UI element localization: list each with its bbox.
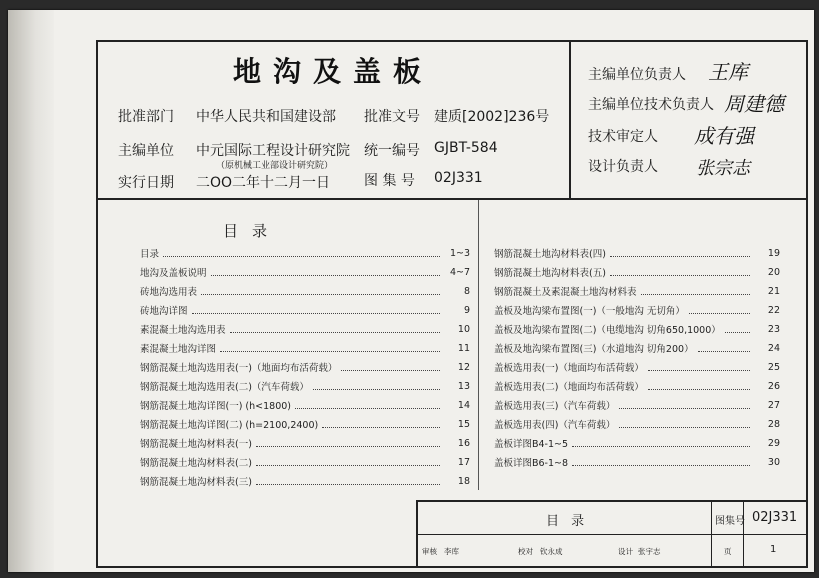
- toc-item-page: 29: [767, 437, 780, 449]
- toc-item-label: 钢筋混凝土及素混凝土地沟材料表: [494, 287, 637, 298]
- toc-leader: [619, 421, 750, 428]
- toc-item[interactable]: [140, 379, 470, 393]
- toc-item-label: 盖板详图B4-1~5: [494, 439, 569, 450]
- toc-leader: [220, 345, 440, 352]
- toc-item[interactable]: [494, 341, 780, 355]
- design-label: 设计: [618, 547, 633, 556]
- toc-item-label: 盖板详图B6-1~8: [494, 458, 569, 469]
- toc-item-label: 钢筋混凝土地沟材料表(一): [140, 439, 252, 450]
- toc-item-label: 钢筋混凝土地沟选用表(二)（汽车荷载）: [140, 382, 309, 393]
- toc-leader: [295, 402, 440, 409]
- toc-item-label: 盖板选用表(一)（地面均布活荷载）: [494, 363, 644, 374]
- toc-item[interactable]: [494, 398, 780, 412]
- toc-item-label: 素混凝土地沟选用表: [140, 325, 226, 336]
- editor-unit-note: （原机械工业部设计研究院）: [216, 161, 334, 171]
- toc-leader: [256, 440, 440, 447]
- effective-date-label: 实行日期: [118, 175, 174, 191]
- toc-leader: [192, 307, 440, 314]
- toc-item-label: 地沟及盖板说明: [140, 268, 207, 279]
- toc-leader: [572, 440, 750, 447]
- page-number: 1: [770, 544, 777, 555]
- toc-item-page: 8: [463, 285, 470, 297]
- toc-item[interactable]: [494, 417, 780, 431]
- toc-leader: [201, 288, 440, 295]
- toc-leader: [648, 383, 750, 390]
- toc-item[interactable]: [140, 284, 470, 298]
- toc-item-page: 18: [457, 475, 470, 487]
- approval-no-value: 建质[2002]236号: [434, 109, 550, 125]
- toc-item-page: 4~7: [449, 266, 470, 278]
- toc-item-label: 盖板及地沟梁布置图(三)（水道地沟 切角200）: [494, 344, 694, 355]
- resp-review-signature: 成有强: [694, 124, 754, 148]
- toc-title: 目录: [223, 222, 282, 240]
- toc-right-column: [494, 246, 780, 476]
- binding-spine: [8, 10, 54, 572]
- toc-leader: [619, 402, 750, 409]
- atlas-no-label: 图 集 号: [364, 173, 415, 189]
- toc-item-label: 盖板及地沟梁布置图(二)（电缆地沟 切角650,1000）: [494, 325, 721, 336]
- resp-design-label: 设计负责人: [588, 159, 658, 175]
- editor-unit-value: 中元国际工程设计研究院: [196, 143, 350, 159]
- toc-item-page: 10: [457, 323, 470, 335]
- toc-item-label: 钢筋混凝土地沟详图(二) (h=2100,2400): [140, 420, 319, 431]
- toc-item-page: 12: [457, 361, 470, 373]
- resp-design-signature: 张宗志: [696, 158, 750, 179]
- title-block-atlas-div2: [743, 500, 744, 566]
- toc-item-page: 15: [457, 418, 470, 430]
- toc-item-page: 28: [767, 418, 780, 430]
- page-title: 地沟及盖板: [233, 55, 434, 88]
- editor-unit-label: 主编单位: [118, 143, 174, 159]
- toc-item-page: 22: [767, 304, 780, 316]
- toc-leader: [322, 421, 440, 428]
- toc-item[interactable]: [140, 322, 470, 336]
- toc-item[interactable]: [140, 360, 470, 374]
- toc-item-label: 素混凝土地沟详图: [140, 344, 217, 355]
- toc-item[interactable]: [140, 436, 470, 450]
- toc-item-label: 盖板及地沟梁布置图(一)（一般地沟 无切角）: [494, 306, 685, 317]
- toc-leader: [610, 250, 750, 257]
- toc-item[interactable]: [140, 417, 470, 431]
- toc-leader: [211, 269, 440, 276]
- check-label: 校对: [518, 547, 533, 556]
- toc-item[interactable]: [494, 379, 780, 393]
- toc-leader: [689, 307, 750, 314]
- toc-item-label: 砖地沟选用表: [140, 287, 198, 298]
- approval-dept-value: 中华人民共和国建设部: [196, 109, 336, 125]
- toc-item[interactable]: [494, 265, 780, 279]
- toc-item-label: 钢筋混凝土地沟材料表(四): [494, 249, 606, 260]
- toc-item[interactable]: [494, 455, 780, 469]
- toc-item-page: 16: [457, 437, 470, 449]
- toc-leader: [698, 345, 750, 352]
- approval-dept-label: 批准部门: [118, 109, 174, 125]
- toc-item-label: 砖地沟详图: [140, 306, 188, 317]
- review-label: 审核: [422, 547, 437, 556]
- toc-item-page: 11: [457, 342, 470, 354]
- toc-item[interactable]: [140, 398, 470, 412]
- toc-item-label: 钢筋混凝土地沟材料表(五): [494, 268, 606, 279]
- effective-date-value: 二OO二年十二月一日: [196, 175, 331, 191]
- toc-leader: [572, 459, 750, 466]
- toc-item-page: 26: [767, 380, 780, 392]
- toc-item-page: 19: [767, 247, 780, 259]
- toc-item-page: 25: [767, 361, 780, 373]
- toc-leader: [163, 250, 440, 257]
- title-block-top: [416, 500, 806, 502]
- resp-review-label: 技术审定人: [588, 129, 658, 145]
- toc-item[interactable]: [494, 436, 780, 450]
- toc-item-label: 盖板选用表(二)（地面均布活荷载）: [494, 382, 644, 393]
- page-label: 页: [724, 547, 732, 556]
- atlas-no-value: 02J331: [434, 170, 483, 186]
- toc-item[interactable]: [140, 474, 470, 488]
- toc-item[interactable]: [140, 341, 470, 355]
- toc-center-divider: [478, 200, 479, 490]
- resp-chief-signature: 王库: [708, 60, 748, 84]
- toc-item-label: 钢筋混凝土地沟选用表(一)（地面均布活荷载）: [140, 363, 338, 374]
- toc-item[interactable]: [494, 303, 780, 317]
- toc-leader: [648, 364, 750, 371]
- toc-item-page: 17: [457, 456, 470, 468]
- unified-no-value: GJBT-584: [434, 140, 498, 156]
- toc-left-column: [140, 246, 470, 496]
- document-page: [8, 10, 814, 572]
- toc-item-label: 盖板选用表(四)（汽车荷载）: [494, 420, 616, 431]
- toc-item-page: 30: [767, 456, 780, 468]
- title-block-atlas-value: 02J331: [752, 510, 798, 525]
- toc-item-page: 21: [767, 285, 780, 297]
- toc-leader: [341, 364, 440, 371]
- review-name: 李库: [444, 547, 459, 556]
- toc-item-label: 钢筋混凝土地沟详图(一) (h<1800): [140, 401, 292, 412]
- header-divider: [98, 198, 806, 200]
- toc-item-page: 9: [463, 304, 470, 316]
- toc-item-label: 钢筋混凝土地沟材料表(二): [140, 458, 252, 469]
- resp-tech-signature: 周建德: [724, 92, 784, 116]
- toc-leader: [610, 269, 750, 276]
- approval-no-label: 批准文号: [364, 109, 420, 125]
- toc-item[interactable]: [140, 265, 470, 279]
- toc-leader: [230, 326, 440, 333]
- title-block-atlas-label: 图集号: [715, 516, 745, 527]
- toc-item-page: 24: [767, 342, 780, 354]
- toc-item-page: 14: [457, 399, 470, 411]
- toc-item-page: 20: [767, 266, 780, 278]
- toc-item[interactable]: [140, 455, 470, 469]
- toc-item-label: 盖板选用表(三)（汽车荷载）: [494, 401, 616, 412]
- header-right-divider: [569, 42, 571, 198]
- resp-chief-label: 主编单位负责人: [588, 67, 686, 83]
- toc-leader: [256, 478, 440, 485]
- toc-leader: [313, 383, 440, 390]
- title-block-atlas-div: [711, 500, 712, 566]
- toc-leader: [256, 459, 440, 466]
- title-block-left: [416, 500, 418, 566]
- toc-item[interactable]: [494, 284, 780, 298]
- toc-item-label: 钢筋混凝土地沟材料表(三): [140, 477, 252, 488]
- toc-item[interactable]: [140, 246, 470, 260]
- toc-item-page: 23: [767, 323, 780, 335]
- unified-no-label: 统一编号: [364, 143, 420, 159]
- title-block-mid: [416, 534, 806, 535]
- check-name: 钦永成: [540, 547, 563, 556]
- toc-item-page: 1~3: [449, 247, 470, 259]
- toc-item[interactable]: [140, 303, 470, 317]
- toc-item[interactable]: [494, 322, 780, 336]
- toc-item-page: 13: [457, 380, 470, 392]
- toc-item[interactable]: [494, 246, 780, 260]
- toc-item-label: 目录: [140, 249, 160, 260]
- title-block-name: 目 录: [546, 514, 589, 529]
- toc-item[interactable]: [494, 360, 780, 374]
- resp-tech-label: 主编单位技术负责人: [588, 97, 714, 113]
- toc-item-page: 27: [767, 399, 780, 411]
- design-name: 张宇志: [638, 547, 661, 556]
- toc-leader: [641, 288, 750, 295]
- drawing-frame: [96, 40, 808, 568]
- toc-leader: [725, 326, 750, 333]
